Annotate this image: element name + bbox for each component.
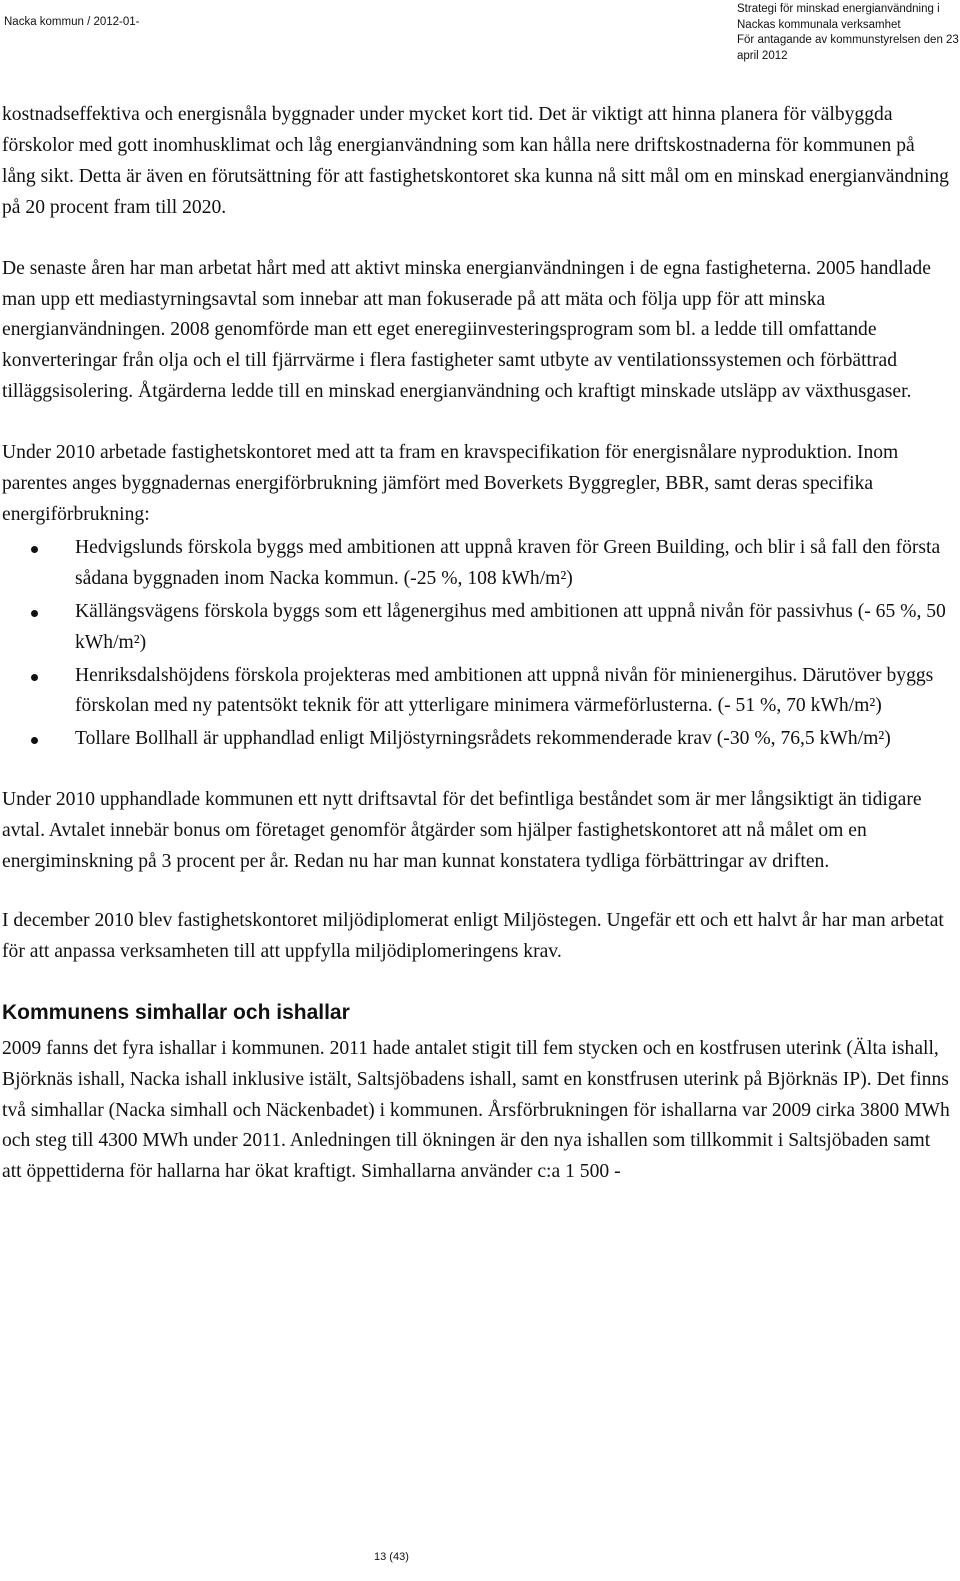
body-paragraph: kostnadseffektiva och energisnåla byggnader under mycket kort tid. Det är viktigt att hinna planera för välbyggda förskolor med gott inomhusklimat och låg energianvändning som kan hålla nere driftskostnaderna för kommunen på lång sikt. Detta är även en förutsättning för att fastighetskontoret ska kunna nå sitt mål om en minskad energianvändning på 20 procent fram till 2020. [2, 104, 949, 218]
bullet-icon [31, 610, 38, 617]
document-body [2, 100, 952, 1188]
list-item [2, 597, 952, 659]
header-document-title [737, 2, 959, 64]
body-paragraph: I december 2010 blev fastighetskontoret miljödiplomerat enligt Miljöstegen. Ungefär ett och ett halvt år har man arbetat för att anpassa verksamheten till att uppfylla miljödiplomeringens krav. [2, 909, 944, 962]
body-paragraph: De senaste åren har man arbetat hårt med att aktivt minska energianvändningen i de egna fastigheterna. 2005 handlade man upp ett mediastyrningsavtal som innebar att man fokuserade på att mäta och följa upp för att minska energianvändningen. 2008 genomförde man ett eget eneregiinvesteringsprogram som bl. a ledde till omfattande konverteringar från olja och el till fjärrvärme i flera fastigheter samt utbyte av ventilationssystemen och förbättrad tilläggsisolering. Åtgärderna ledde till en minskad energianvändning och kraftigt minskade utsläpp av växthusgaser. [2, 257, 931, 403]
body-paragraph: 2009 fanns det fyra ishallar i kommunen. 2011 hade antalet stigit till fem stycken och en kostfrusen uterink (Älta ishall, Björknäs ishall, Nacka ishall inklusive istält, Saltsjöbadens ishall, samt en konstfrusen uterink på Björknäs IP). Det finns två simhallar (Nacka simhall och Näckenbadet) i kommunen. Årsförbrukningen för ishallarna var 2009 cirka 3800 MWh och steg till 4300 MWh under 2011. Anledningen till ökningen är den nya ishallen som tillkommit i Saltsjöbaden samt att öppettiderna för hallarna har ökat kraftigt. Simhallarna använder c:a 1 500 - [2, 1037, 950, 1183]
bullet-icon [31, 674, 38, 681]
page-header [0, 0, 960, 80]
header-title-line: Strategi för minskad energianvändning i [737, 3, 940, 15]
bullet-icon [31, 737, 38, 744]
list-item-text: Hedvigslunds förskola byggs med ambitionen att uppnå kraven för Green Building, och blir i så fall den första sådana byggnaden inom Nacka kommun. (-25 %, 108 kWh/m²) [75, 536, 941, 589]
header-title-line: april 2012 [737, 49, 788, 62]
list-item-text: Källängsvägens förskola byggs som ett lågenergihus med ambitionen att uppnå nivån för passivhus (- 65 %, 50 kWh/m²) [75, 600, 946, 653]
header-organization: Nacka kommun / 2012-01- [4, 16, 140, 28]
header-title-line: För antagande av kommunstyrelsen den 23 [737, 34, 959, 46]
list-item [2, 724, 952, 755]
body-paragraph: Under 2010 arbetade fastighetskontoret med att ta fram en kravspecifikation för energisnålare nyproduktion. Inom parentes anges byggnadernas energiförbrukning jämfört med Boverkets Byggregler, BBR, samt deras specifika energiförbrukning: [2, 442, 899, 525]
list-item [2, 661, 952, 723]
building-list [2, 533, 952, 755]
page-number: 13 (43) [374, 1551, 409, 1563]
list-item-text: Tollare Bollhall är upphandlad enligt Miljöstyrningsrådets rekommenderade krav (-30 %, 76,5 kWh/m²) [75, 728, 891, 750]
section-heading: Kommunens simhallar och ishallar [2, 1000, 350, 1024]
list-item [2, 533, 952, 595]
bullet-icon [31, 546, 38, 553]
list-item-text: Henriksdalshöjdens förskola projekteras med ambitionen att uppnå nivån för minienergihus. Därutöver byggs förskolan med ny patentsökt teknik för att ytterligare minimera värmeförlusterna. (- 51 %, 70 kWh/m²) [75, 664, 934, 717]
header-title-line: Nackas kommunala verksamhet [737, 18, 901, 31]
body-paragraph: Under 2010 upphandlade kommunen ett nytt driftsavtal för det befintliga beståndet som är mer långsiktigt än tidigare avtal. Avtalet innebär bonus om företaget genomför åtgärder som hjälper fastighetskontoret att nå målet om en energiminskning på 3 procent per år. Redan nu har man kunnat konstatera tydliga förbättringar av driften. [2, 789, 922, 873]
